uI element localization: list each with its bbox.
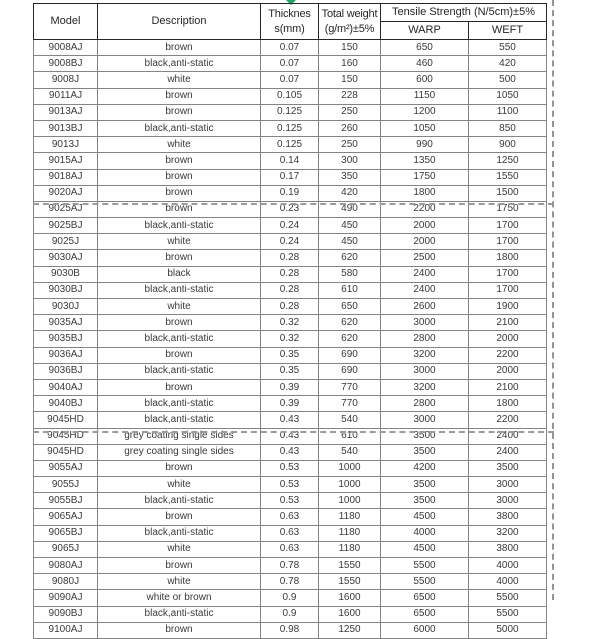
- cell-weight: 540: [319, 412, 381, 428]
- cell-warp: 3500: [381, 477, 469, 493]
- table-row: [34, 282, 547, 298]
- cell-weight: 1600: [319, 590, 381, 606]
- cell-description: black,anti-static: [98, 525, 261, 541]
- cell-weft: 1750: [469, 201, 547, 217]
- cell-weft: 1550: [469, 169, 547, 185]
- cell-weft: 500: [469, 72, 547, 88]
- cell-warp: 2800: [381, 331, 469, 347]
- cell-weight: 770: [319, 396, 381, 412]
- cell-model: 9020AJ: [34, 185, 98, 201]
- table-row: [34, 558, 547, 574]
- cell-thickness: 0.125: [261, 120, 319, 136]
- cell-model: 9013J: [34, 137, 98, 153]
- cell-model: 9030B: [34, 266, 98, 282]
- cell-warp: 460: [381, 56, 469, 72]
- cell-model: 9080AJ: [34, 558, 98, 574]
- table-row: [34, 137, 547, 153]
- cell-weight: 160: [319, 56, 381, 72]
- cell-warp: 5500: [381, 574, 469, 590]
- cell-description: white: [98, 477, 261, 493]
- cell-weft: 2000: [469, 331, 547, 347]
- cell-model: 9030BJ: [34, 282, 98, 298]
- cell-model: 9045HD: [34, 412, 98, 428]
- cell-thickness: 0.32: [261, 315, 319, 331]
- header-tensile-strength: Tensile Strength (N/5cm)±5%: [381, 4, 547, 22]
- cell-model: 9055BJ: [34, 493, 98, 509]
- cell-weight: 1000: [319, 477, 381, 493]
- cell-weight: 620: [319, 250, 381, 266]
- cell-thickness: 0.63: [261, 509, 319, 525]
- table-row: [34, 218, 547, 234]
- cell-warp: 2000: [381, 218, 469, 234]
- cell-model: 9090AJ: [34, 590, 98, 606]
- cell-description: brown: [98, 88, 261, 104]
- cell-weight: 1180: [319, 525, 381, 541]
- cell-description: brown: [98, 40, 261, 56]
- product-spec-table: [33, 3, 547, 639]
- cell-warp: 1200: [381, 104, 469, 120]
- cell-warp: 2000: [381, 234, 469, 250]
- cell-thickness: 0.125: [261, 104, 319, 120]
- cell-weight: 300: [319, 153, 381, 169]
- table-row: [34, 72, 547, 88]
- cell-weft: 1100: [469, 104, 547, 120]
- page-break-line-horizontal-2: [33, 431, 554, 433]
- cell-weft: 5500: [469, 606, 547, 622]
- cell-warp: 1150: [381, 88, 469, 104]
- table-row: [34, 169, 547, 185]
- cell-model: 9030J: [34, 299, 98, 315]
- cell-warp: 5500: [381, 558, 469, 574]
- cell-thickness: 0.35: [261, 347, 319, 363]
- cell-weight: 1250: [319, 622, 381, 638]
- cell-weft: 1800: [469, 250, 547, 266]
- cell-model: 9030AJ: [34, 250, 98, 266]
- cell-weft: 550: [469, 40, 547, 56]
- cell-thickness: 0.63: [261, 541, 319, 557]
- cell-description: black,anti-static: [98, 606, 261, 622]
- table-row: [34, 120, 547, 136]
- cell-description: white or brown: [98, 590, 261, 606]
- cell-model: 9065AJ: [34, 509, 98, 525]
- cell-weight: 580: [319, 266, 381, 282]
- table-row: [34, 104, 547, 120]
- cell-warp: 3500: [381, 428, 469, 444]
- cell-weight: 690: [319, 347, 381, 363]
- cell-warp: 3500: [381, 493, 469, 509]
- cell-weft: 5000: [469, 622, 547, 638]
- cell-description: black,anti-static: [98, 331, 261, 347]
- cell-weft: 3000: [469, 477, 547, 493]
- header-warp: WARP: [381, 22, 469, 40]
- cell-thickness: 0.78: [261, 574, 319, 590]
- cell-model: 9045HD: [34, 444, 98, 460]
- table-row: [34, 396, 547, 412]
- cell-thickness: 0.39: [261, 379, 319, 395]
- cell-model: 9025AJ: [34, 201, 98, 217]
- cell-thickness: 0.07: [261, 56, 319, 72]
- cell-model: 9100AJ: [34, 622, 98, 638]
- page-break-line-vertical: [552, 0, 554, 600]
- table-row: [34, 315, 547, 331]
- cell-model: 9080J: [34, 574, 98, 590]
- cell-weight: 150: [319, 40, 381, 56]
- table-row: [34, 525, 547, 541]
- cell-description: black,anti-static: [98, 282, 261, 298]
- cell-weight: 620: [319, 331, 381, 347]
- table-header: [34, 4, 547, 40]
- cell-warp: 2400: [381, 282, 469, 298]
- cell-model: 9035BJ: [34, 331, 98, 347]
- header-total-weight-line1: Total weight: [321, 7, 378, 20]
- cell-thickness: 0.98: [261, 622, 319, 638]
- table-row: [34, 509, 547, 525]
- cell-warp: 6000: [381, 622, 469, 638]
- cell-warp: 650: [381, 40, 469, 56]
- cell-description: brown: [98, 460, 261, 476]
- cell-description: white: [98, 137, 261, 153]
- table-row: [34, 460, 547, 476]
- cell-weight: 450: [319, 234, 381, 250]
- header-total-weight-line2: (g/m²)±5%: [324, 22, 375, 35]
- cell-model: 9040AJ: [34, 379, 98, 395]
- cell-weight: 610: [319, 428, 381, 444]
- cell-thickness: 0.39: [261, 396, 319, 412]
- cell-description: brown: [98, 558, 261, 574]
- cell-thickness: 0.43: [261, 444, 319, 460]
- cell-warp: 1050: [381, 120, 469, 136]
- cell-description: brown: [98, 622, 261, 638]
- table-row: [34, 250, 547, 266]
- cell-description: brown: [98, 250, 261, 266]
- table-row: [34, 185, 547, 201]
- cell-warp: 1750: [381, 169, 469, 185]
- page-break-line-horizontal-1: [33, 203, 554, 205]
- table-row: [34, 56, 547, 72]
- cell-weft: 3800: [469, 509, 547, 525]
- header-total-weight: [319, 4, 381, 40]
- cell-warp: 4200: [381, 460, 469, 476]
- cell-description: black,anti-static: [98, 363, 261, 379]
- cell-warp: 2600: [381, 299, 469, 315]
- cell-weight: 650: [319, 299, 381, 315]
- cell-warp: 6500: [381, 606, 469, 622]
- header-thickness: [261, 4, 319, 40]
- cell-thickness: 0.28: [261, 266, 319, 282]
- cell-weight: 250: [319, 104, 381, 120]
- cell-weft: 1700: [469, 218, 547, 234]
- cell-weft: 1500: [469, 185, 547, 201]
- cell-thickness: 0.9: [261, 606, 319, 622]
- cell-weft: 3200: [469, 525, 547, 541]
- cell-weft: 3500: [469, 460, 547, 476]
- cell-model: 9090BJ: [34, 606, 98, 622]
- table-row: [34, 412, 547, 428]
- cell-thickness: 0.32: [261, 331, 319, 347]
- cell-thickness: 0.07: [261, 72, 319, 88]
- cell-description: black: [98, 266, 261, 282]
- cell-description: brown: [98, 185, 261, 201]
- cell-weft: 1700: [469, 266, 547, 282]
- cell-model: 9055J: [34, 477, 98, 493]
- cell-description: black,anti-static: [98, 120, 261, 136]
- cell-warp: 4500: [381, 541, 469, 557]
- cell-thickness: 0.23: [261, 201, 319, 217]
- cell-weft: 850: [469, 120, 547, 136]
- cell-model: 9015AJ: [34, 153, 98, 169]
- cell-weft: 2200: [469, 347, 547, 363]
- table-row: [34, 541, 547, 557]
- cell-model: 9013BJ: [34, 120, 98, 136]
- table-row: [34, 88, 547, 104]
- cell-thickness: 0.43: [261, 428, 319, 444]
- cell-description: black,anti-static: [98, 412, 261, 428]
- table-row: [34, 622, 547, 638]
- cell-description: brown: [98, 379, 261, 395]
- table-row: [34, 266, 547, 282]
- cell-description: white: [98, 541, 261, 557]
- cell-thickness: 0.53: [261, 460, 319, 476]
- cell-weight: 1180: [319, 509, 381, 525]
- cell-weight: 610: [319, 282, 381, 298]
- cell-model: 9065BJ: [34, 525, 98, 541]
- cell-weft: 2000: [469, 363, 547, 379]
- cell-thickness: 0.28: [261, 250, 319, 266]
- cell-weft: 1700: [469, 234, 547, 250]
- cell-weight: 150: [319, 72, 381, 88]
- cell-description: brown: [98, 169, 261, 185]
- cell-warp: 4000: [381, 525, 469, 541]
- cell-weft: 1700: [469, 282, 547, 298]
- cell-weight: 1000: [319, 493, 381, 509]
- table-row: [34, 40, 547, 56]
- cell-thickness: 0.17: [261, 169, 319, 185]
- cell-model: 9008BJ: [34, 56, 98, 72]
- cell-weight: 1550: [319, 558, 381, 574]
- cell-warp: 4500: [381, 509, 469, 525]
- cell-warp: 2200: [381, 201, 469, 217]
- cell-weft: 1800: [469, 396, 547, 412]
- cell-description: black,anti-static: [98, 396, 261, 412]
- cell-thickness: 0.14: [261, 153, 319, 169]
- cell-weft: 4000: [469, 574, 547, 590]
- cell-weight: 350: [319, 169, 381, 185]
- table-row: [34, 444, 547, 460]
- cell-description: brown: [98, 201, 261, 217]
- cell-weft: 2100: [469, 379, 547, 395]
- cell-warp: 3500: [381, 444, 469, 460]
- table-row: [34, 331, 547, 347]
- cell-model: 9035AJ: [34, 315, 98, 331]
- cell-model: 9040BJ: [34, 396, 98, 412]
- cell-weight: 770: [319, 379, 381, 395]
- cell-weight: 1000: [319, 460, 381, 476]
- cell-thickness: 0.9: [261, 590, 319, 606]
- cell-model: 9045HD: [34, 428, 98, 444]
- cell-description: white: [98, 574, 261, 590]
- cell-thickness: 0.24: [261, 218, 319, 234]
- cell-description: black,anti-static: [98, 493, 261, 509]
- cell-description: brown: [98, 315, 261, 331]
- cell-weft: 3000: [469, 493, 547, 509]
- cell-thickness: 0.63: [261, 525, 319, 541]
- cell-weight: 540: [319, 444, 381, 460]
- header-row-1: [34, 4, 547, 22]
- cell-weft: 2400: [469, 444, 547, 460]
- cell-weft: 1900: [469, 299, 547, 315]
- cell-thickness: 0.43: [261, 412, 319, 428]
- cell-weight: 450: [319, 218, 381, 234]
- cell-model: 9055AJ: [34, 460, 98, 476]
- cell-description: white: [98, 299, 261, 315]
- cell-description: grey coating single sides: [98, 444, 261, 460]
- cell-thickness: 0.28: [261, 299, 319, 315]
- cell-weight: 260: [319, 120, 381, 136]
- cell-weight: 1600: [319, 606, 381, 622]
- cell-thickness: 0.105: [261, 88, 319, 104]
- cell-weft: 2200: [469, 412, 547, 428]
- cell-model: 9018AJ: [34, 169, 98, 185]
- table-row: [34, 606, 547, 622]
- cell-thickness: 0.53: [261, 477, 319, 493]
- table-row: [34, 590, 547, 606]
- cell-model: 9025BJ: [34, 218, 98, 234]
- cell-description: brown: [98, 347, 261, 363]
- cell-warp: 3200: [381, 347, 469, 363]
- cell-description: white: [98, 234, 261, 250]
- header-thickness-line1: Thicknes: [268, 7, 311, 20]
- cell-model: 9011AJ: [34, 88, 98, 104]
- cell-weight: 1180: [319, 541, 381, 557]
- cell-warp: 3000: [381, 412, 469, 428]
- cell-warp: 2500: [381, 250, 469, 266]
- cell-warp: 2800: [381, 396, 469, 412]
- cell-weight: 490: [319, 201, 381, 217]
- cell-weft: 1050: [469, 88, 547, 104]
- cell-warp: 3200: [381, 379, 469, 395]
- cell-description: brown: [98, 104, 261, 120]
- table-row: [34, 477, 547, 493]
- header-weft: WEFT: [469, 22, 547, 40]
- cell-weft: 2400: [469, 428, 547, 444]
- cell-description: brown: [98, 509, 261, 525]
- table-row: [34, 363, 547, 379]
- cell-thickness: 0.24: [261, 234, 319, 250]
- cell-description: black,anti-static: [98, 56, 261, 72]
- cell-weight: 620: [319, 315, 381, 331]
- cell-warp: 1800: [381, 185, 469, 201]
- table-body: [34, 40, 547, 639]
- cell-weft: 1250: [469, 153, 547, 169]
- cell-warp: 1350: [381, 153, 469, 169]
- header-thickness-line2: s(mm): [274, 22, 305, 35]
- cell-weft: 5500: [469, 590, 547, 606]
- cell-thickness: 0.19: [261, 185, 319, 201]
- cell-model: 9036BJ: [34, 363, 98, 379]
- cell-weight: 250: [319, 137, 381, 153]
- cell-weft: 4000: [469, 558, 547, 574]
- table-row: [34, 574, 547, 590]
- header-model: Model: [34, 4, 98, 40]
- cell-thickness: 0.125: [261, 137, 319, 153]
- table-row: [34, 299, 547, 315]
- cell-description: brown: [98, 153, 261, 169]
- cell-thickness: 0.78: [261, 558, 319, 574]
- cell-thickness: 0.53: [261, 493, 319, 509]
- table-row: [34, 493, 547, 509]
- table-row: [34, 234, 547, 250]
- cell-weft: 900: [469, 137, 547, 153]
- cell-warp: 600: [381, 72, 469, 88]
- cell-weight: 228: [319, 88, 381, 104]
- cell-description: white: [98, 72, 261, 88]
- cell-model: 9025J: [34, 234, 98, 250]
- cell-thickness: 0.07: [261, 40, 319, 56]
- cell-model: 9065J: [34, 541, 98, 557]
- cell-description: black,anti-static: [98, 218, 261, 234]
- cell-model: 9008AJ: [34, 40, 98, 56]
- cell-weft: 420: [469, 56, 547, 72]
- cell-model: 9036AJ: [34, 347, 98, 363]
- cell-weight: 690: [319, 363, 381, 379]
- cell-description: grey coating single sides: [98, 428, 261, 444]
- cell-warp: 990: [381, 137, 469, 153]
- cell-warp: 2400: [381, 266, 469, 282]
- cell-thickness: 0.35: [261, 363, 319, 379]
- cell-warp: 3000: [381, 363, 469, 379]
- cell-warp: 3000: [381, 315, 469, 331]
- table-row: [34, 153, 547, 169]
- cell-weft: 2100: [469, 315, 547, 331]
- cell-weft: 3800: [469, 541, 547, 557]
- cell-warp: 6500: [381, 590, 469, 606]
- cell-model: 9008J: [34, 72, 98, 88]
- cell-model: 9013AJ: [34, 104, 98, 120]
- table-row: [34, 379, 547, 395]
- cell-thickness: 0.28: [261, 282, 319, 298]
- header-description: Description: [98, 4, 261, 40]
- table-row: [34, 347, 547, 363]
- cell-weight: 420: [319, 185, 381, 201]
- cell-weight: 1550: [319, 574, 381, 590]
